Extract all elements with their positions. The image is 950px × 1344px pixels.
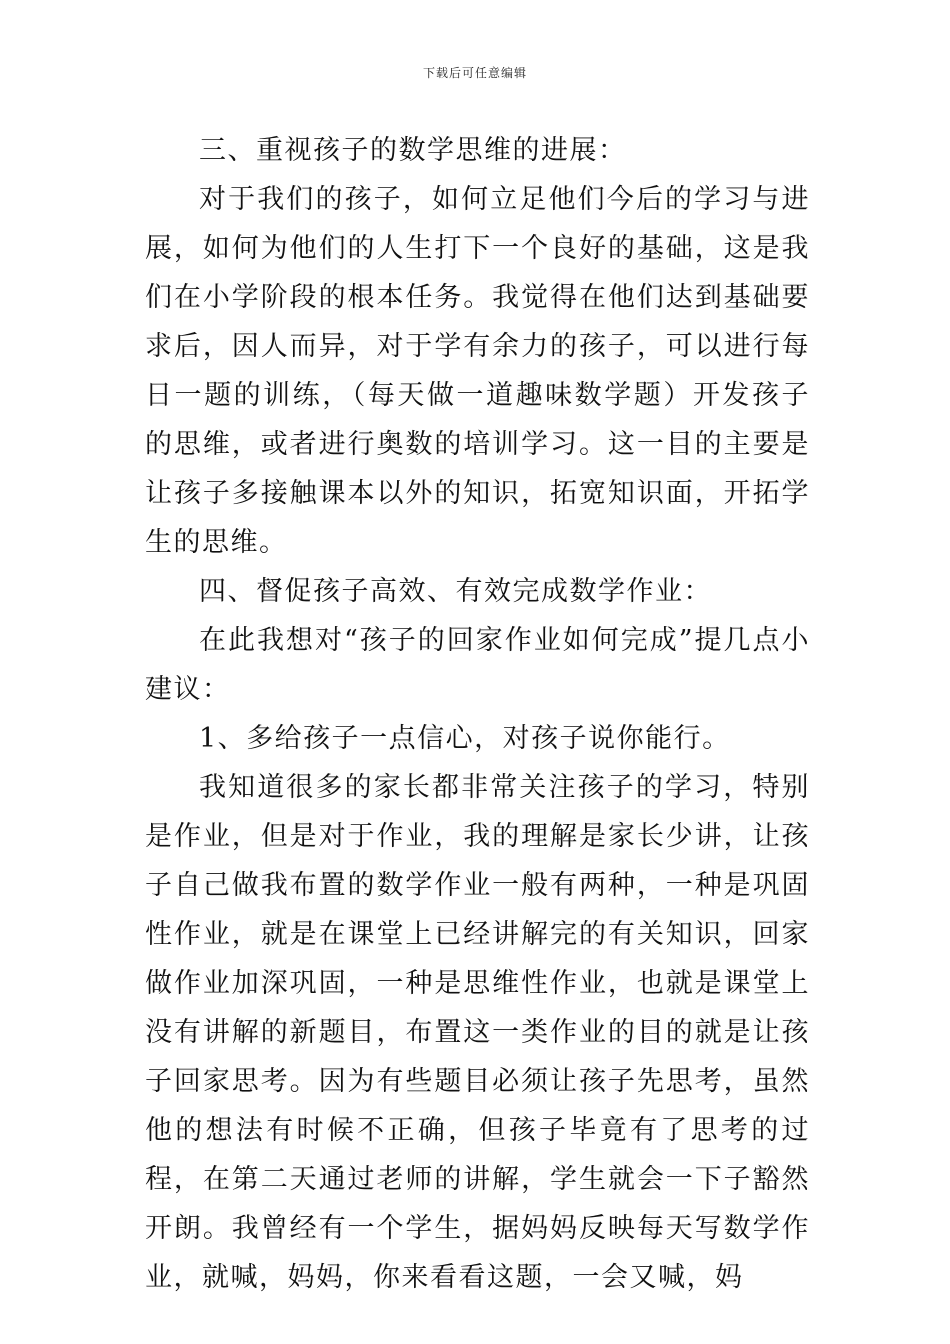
paragraph-suggestions-intro: 在此我想对“孩子的回家作业如何完成”提几点小建议： xyxy=(145,625,810,705)
document-body xyxy=(145,126,810,1302)
section-heading-4: 四、督促孩子高效、有效完成数学作业： xyxy=(199,576,712,607)
section-heading-3: 三、重视孩子的数学思维的进展： xyxy=(199,135,627,166)
paragraph-homework: 我知道很多的家长都非常关注孩子的学习，特别是作业，但是对于作业，我的理解是家长少讲，让孩子自己做我布置的数学作业一般有两种，一种是巩固性作业，就是在课堂上已经讲解完的有关知识，回家做作业加深巩固，一种是思维性作业，也就是课堂上没有讲解的新题目，布置这一类作业的目的就是让孩子回家思考。因为有些题目必须让孩子先思考，虽然他的想法有时候不正确，但孩子毕竟有了思考的过程，在第二天通过老师的讲解，学生就会一下子豁然开朗。我曾经有一个学生，据妈妈反映每天写数学作业，就喊，妈妈，你来看看这题，一会又喊，妈 xyxy=(145,772,810,1293)
paragraph-math-thinking: 对于我们的孩子，如何立足他们今后的学习与进展，如何为他们的人生打下一个良好的基础，这是我们在小学阶段的根本任务。我觉得在他们达到基础要求后，因人而异，对于学有余力的孩子，可以进行每日一题的训练，（每天做一道趣味数学题）开发孩子的思维，或者进行奥数的培训学习。这一目的主要是让孩子多接触课本以外的知识，拓宽知识面，开拓学生的思维。 xyxy=(145,184,810,558)
header-note: 下载后可任意编辑 xyxy=(422,66,527,80)
subheading-1: 1、多给孩子一点信心，对孩子说你能行。 xyxy=(199,723,731,754)
